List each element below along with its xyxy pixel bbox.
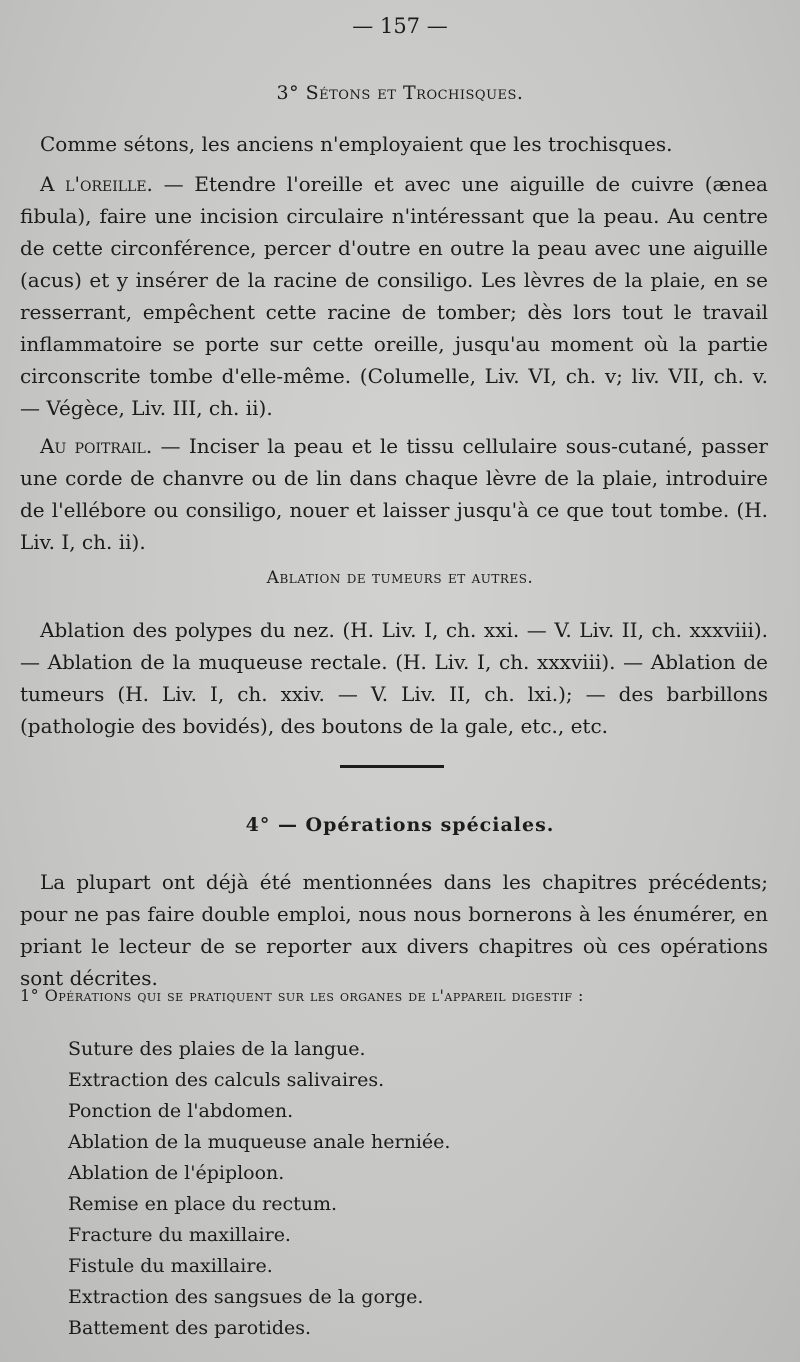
- text-oreille: — Etendre l'oreille et avec une aiguille de cuivre (ænea fibula), faire une incision circulaire n'intéressant que la peau. Au centre de cette circonférence, percer d'outre en outre la peau avec une aiguille (acus) et y insérer de la racine de consiligo. Les lèvres de la plaie, en se resserrant, empêchent cette racine de tomber; dès lors tout le travail inflammatoire se porte sur cette oreille, jusqu'au moment où la partie circonscrite tombe d'elle-même. (Columelle, Liv. VI, ch. v; liv. VII, ch. v. — Végèce, Liv. III, ch. ii).: [20, 172, 768, 420]
- paragraph-ablation: Ablation des polypes du nez. (H. Liv. I, ch. xxi. — V. Liv. II, ch. xxxviii). — Ablation de la muqueuse rectale. (H. Liv. I, ch. xxxviii). — Ablation de tumeurs (H. Liv. I, ch. xxiv. — V. Liv. II, ch. lxi.); — des barbillons (pathologie des bovidés), des boutons de la gale, etc., etc.: [20, 618, 768, 738]
- lead-poitrail: Au poitrail.: [40, 434, 153, 458]
- operation-item: Extraction des sangsues de la gorge.: [68, 1286, 424, 1308]
- section-heading-operations: 4° — Opérations spéciales.: [245, 814, 555, 836]
- operation-item: Ablation de la muqueuse anale herniée.: [68, 1131, 451, 1153]
- operation-item: Suture des plaies de la langue.: [68, 1038, 366, 1060]
- section-heading-ablation: Ablation de tumeurs et autres.: [266, 568, 534, 588]
- paragraph-oreille: [20, 168, 768, 424]
- operation-item: Fracture du maxillaire.: [68, 1224, 291, 1246]
- operation-item: Extraction des calculs salivaires.: [68, 1069, 385, 1091]
- operation-item: Ponction de l'abdomen.: [68, 1100, 294, 1122]
- operations-list: [68, 1034, 450, 1344]
- text-poitrail: — Inciser la peau et le tissu cellulaire sous-cutané, passer une corde de chanvre ou de lin dans chaque lèvre de la plaie, introduire de l'ellébore ou consiligo, nouer et laisser jusqu'à ce que tout tombe. (H. Liv. I, ch. ii).: [20, 434, 768, 554]
- section-heading-setons: 3° Sétons et Trochisques.: [276, 82, 524, 104]
- operation-item: Ablation de l'épiploon.: [68, 1162, 285, 1184]
- paragraph-setons-intro: Comme sétons, les anciens n'employaient que les trochisques.: [40, 132, 673, 156]
- separator-rule: [340, 765, 444, 768]
- paragraph-poitrail: [20, 430, 768, 558]
- lead-oreille: A l'oreille.: [40, 172, 153, 196]
- page-number: — 157 —: [352, 14, 448, 38]
- paragraph-operations-intro: La plupart ont déjà été mentionnées dans les chapitres précédents; pour ne pas faire double emploi, nous nous bornerons à les énumérer, en priant le lecteur de se reporter aux divers chapitres où ces opérations sont décrites.: [20, 870, 768, 990]
- operation-item: Battement des parotides.: [68, 1317, 312, 1339]
- subheading-appareil-digestif: 1° Opérations qui se pratiquent sur les organes de l'appareil digestif :: [20, 986, 584, 1005]
- operation-item: Fistule du maxillaire.: [68, 1255, 273, 1277]
- operation-item: Remise en place du rectum.: [68, 1193, 338, 1215]
